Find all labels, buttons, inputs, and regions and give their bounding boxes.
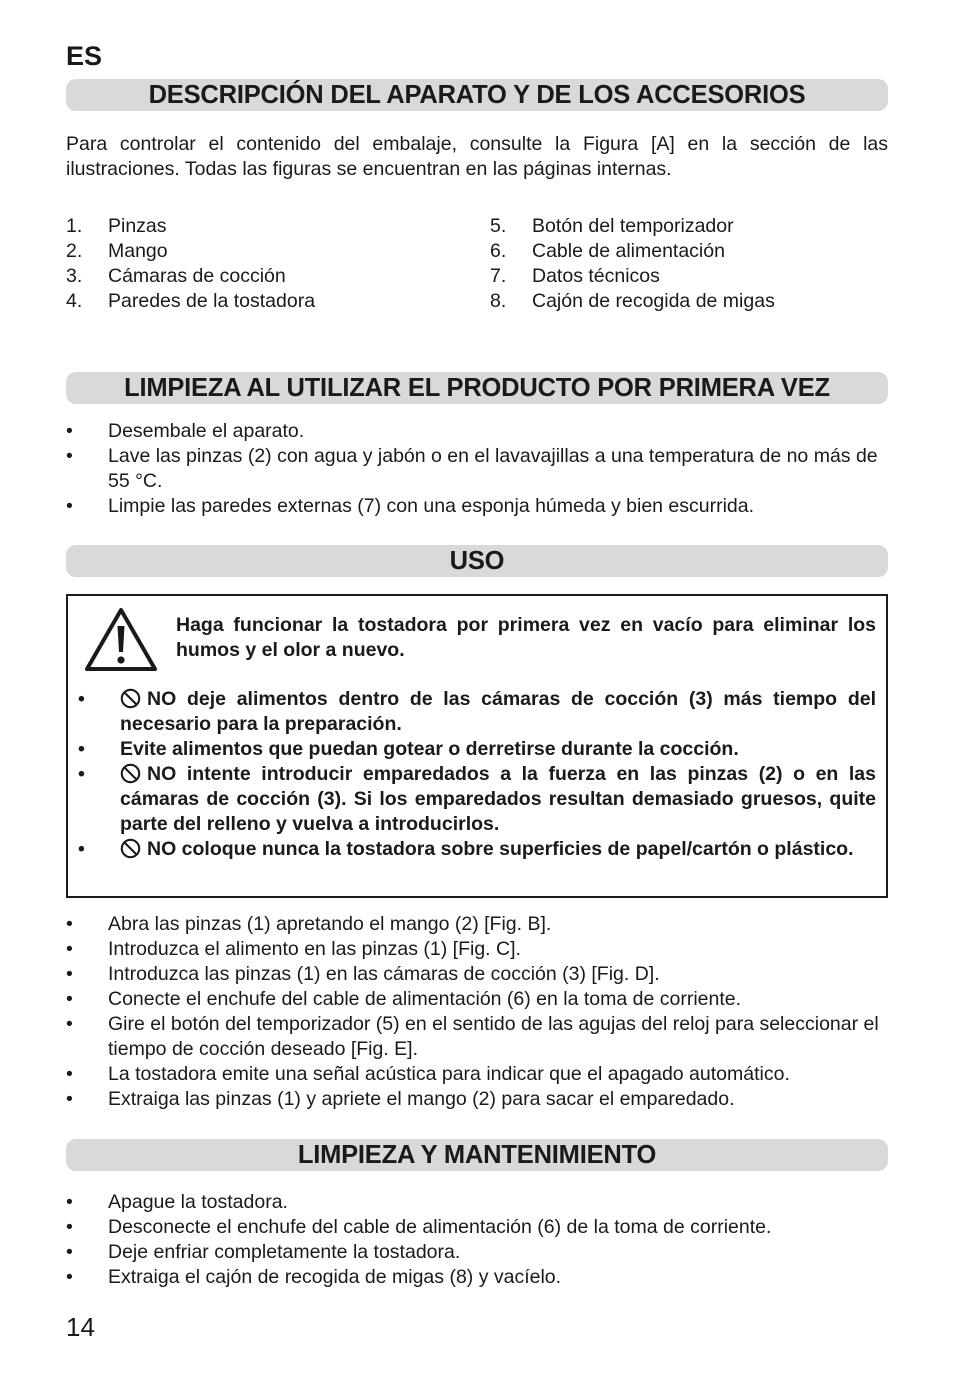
list-item [66,987,888,1012]
list-item-text: La tostadora emite una señal acústica para indicar que el apagado automático. [108,1063,790,1085]
part-item [66,289,315,314]
bullet: • [66,420,73,442]
section-heading-use: USO [66,545,888,577]
list-item [66,1087,888,1112]
list-item-text: Extraiga las pinzas (1) y apriete el mango (2) para sacar el emparedado. [108,1088,735,1110]
warning-item [78,762,876,837]
list-item [66,912,888,937]
bullet: • [78,838,85,860]
part-label: Cajón de recogida de migas [532,290,775,312]
part-item [490,264,775,289]
intro-paragraph: Para controlar el contenido del embalaje, consulte la Figura [A] en la sección de las ilustraciones. Todas las figuras se encuentran en las páginas internas. [66,133,888,180]
part-label: Cámaras de cocción [108,265,286,287]
part-number: 6. [490,240,507,262]
part-number: 3. [66,265,83,287]
bullet: • [66,988,73,1010]
list-item-text: Extraiga el cajón de recogida de migas (8) y vacíelo. [108,1266,562,1288]
bullet: • [66,1266,73,1288]
part-number: 2. [66,240,83,262]
part-label: Cable de alimentación [532,240,725,262]
bullet: • [66,1063,73,1085]
bullet: • [66,495,73,517]
bullet: • [66,1216,73,1238]
list-item [66,1062,888,1087]
list-item-text: Introduzca el alimento en las pinzas (1) [Fig. C]. [108,938,521,960]
list-item-text: Lave las pinzas (2) con agua y jabón o en el lavavajillas a una temperatura de no más de 55 °C. [108,445,878,492]
language-code: ES [66,41,103,71]
bullet: • [66,1241,73,1263]
part-label: Pinzas [108,215,167,237]
warning-item-text: NO deje alimentos dentro de las cámaras de cocción (3) más tiempo del necesario para la preparación. [120,688,876,735]
list-item [66,1190,888,1215]
list-item [66,1265,888,1290]
list-item-text: Desembale el aparato. [108,420,305,442]
part-number: 4. [66,290,83,312]
warning-list [78,687,876,862]
bullet: • [66,938,73,960]
list-item [66,962,888,987]
list-item-text: Abra las pinzas (1) apretando el mango (2) [Fig. B]. [108,913,552,935]
bullet: • [66,445,73,467]
bullet: • [78,738,85,760]
list-item [66,419,888,444]
parts-list-right [490,214,775,314]
part-number: 5. [490,215,507,237]
warning-item-text: NO coloque nunca la tostadora sobre superficies de papel/cartón o plástico. [147,838,854,860]
part-item [66,264,315,289]
part-number: 7. [490,265,507,287]
list-item-text: Gire el botón del temporizador (5) en el sentido de las agujas del reloj para seleccionar el tiempo de cocción deseado [Fig. E]. [108,1013,879,1060]
first-use-bullet-list [66,419,888,519]
list-item-text: Limpie las paredes externas (7) con una esponja húmeda y bien escurrida. [108,495,755,517]
list-item [66,494,888,519]
list-item [66,444,888,494]
part-item [490,214,775,239]
list-item-text: Introduzca las pinzas (1) en las cámaras de cocción (3) [Fig. D]. [108,963,660,985]
bullet: • [66,1013,73,1035]
part-number: 8. [490,290,507,312]
warning-box [66,594,888,898]
use-steps-list [66,912,888,1112]
part-item [490,239,775,264]
list-item-text: Apague la tostadora. [108,1191,288,1213]
list-item [66,937,888,962]
bullet: • [66,963,73,985]
list-item-text: Deje enfriar completamente la tostadora. [108,1241,461,1263]
prohibited-icon [120,838,141,859]
list-item [66,1215,888,1240]
section-heading-first-use-cleaning: LIMPIEZA AL UTILIZAR EL PRODUCTO POR PRIMERA VEZ [66,372,888,404]
warning-item-text: Evite alimentos que puedan gotear o derretirse durante la cocción. [120,738,739,760]
list-item [66,1012,888,1062]
warning-triangle-icon [84,606,158,672]
part-label: Paredes de la tostadora [108,290,316,312]
bullet: • [78,688,85,710]
warning-item-text: NO intente introducir emparedados a la fuerza en las pinzas (2) o en las cámaras de cocción (3). Si los emparedados resultan demasiado gruesos, quite parte del relleno y vuelva a introducirlos. [120,763,876,835]
section-heading-cleaning-maintenance: LIMPIEZA Y MANTENIMIENTO [66,1139,888,1171]
bullet: • [66,1088,73,1110]
part-number: 1. [66,215,83,237]
bullet: • [66,1191,73,1213]
prohibited-icon [120,688,141,709]
part-item [66,239,315,264]
part-label: Botón del temporizador [532,215,734,237]
part-item [490,289,775,314]
page-number: 14 [66,1312,95,1342]
part-label: Datos técnicos [532,265,660,287]
part-label: Mango [108,240,168,262]
list-item [66,1240,888,1265]
prohibited-icon [120,763,141,784]
list-item-text: Conecte el enchufe del cable de alimentación (6) en la toma de corriente. [108,988,742,1010]
warning-item [78,837,876,862]
section-heading-description: DESCRIPCIÓN DEL APARATO Y DE LOS ACCESORIOS [66,79,888,111]
warning-item [78,737,876,762]
list-item-text: Desconecte el enchufe del cable de alimentación (6) de la toma de corriente. [108,1216,772,1238]
bullet: • [78,763,85,785]
warning-item [78,687,876,737]
part-item [66,214,315,239]
parts-list-left [66,214,315,314]
warning-lead-text: Haga funcionar la tostadora por primera vez en vacío para eliminar los humos y el olor a nuevo. [176,614,876,661]
bullet: • [66,913,73,935]
maintenance-bullet-list [66,1190,888,1290]
